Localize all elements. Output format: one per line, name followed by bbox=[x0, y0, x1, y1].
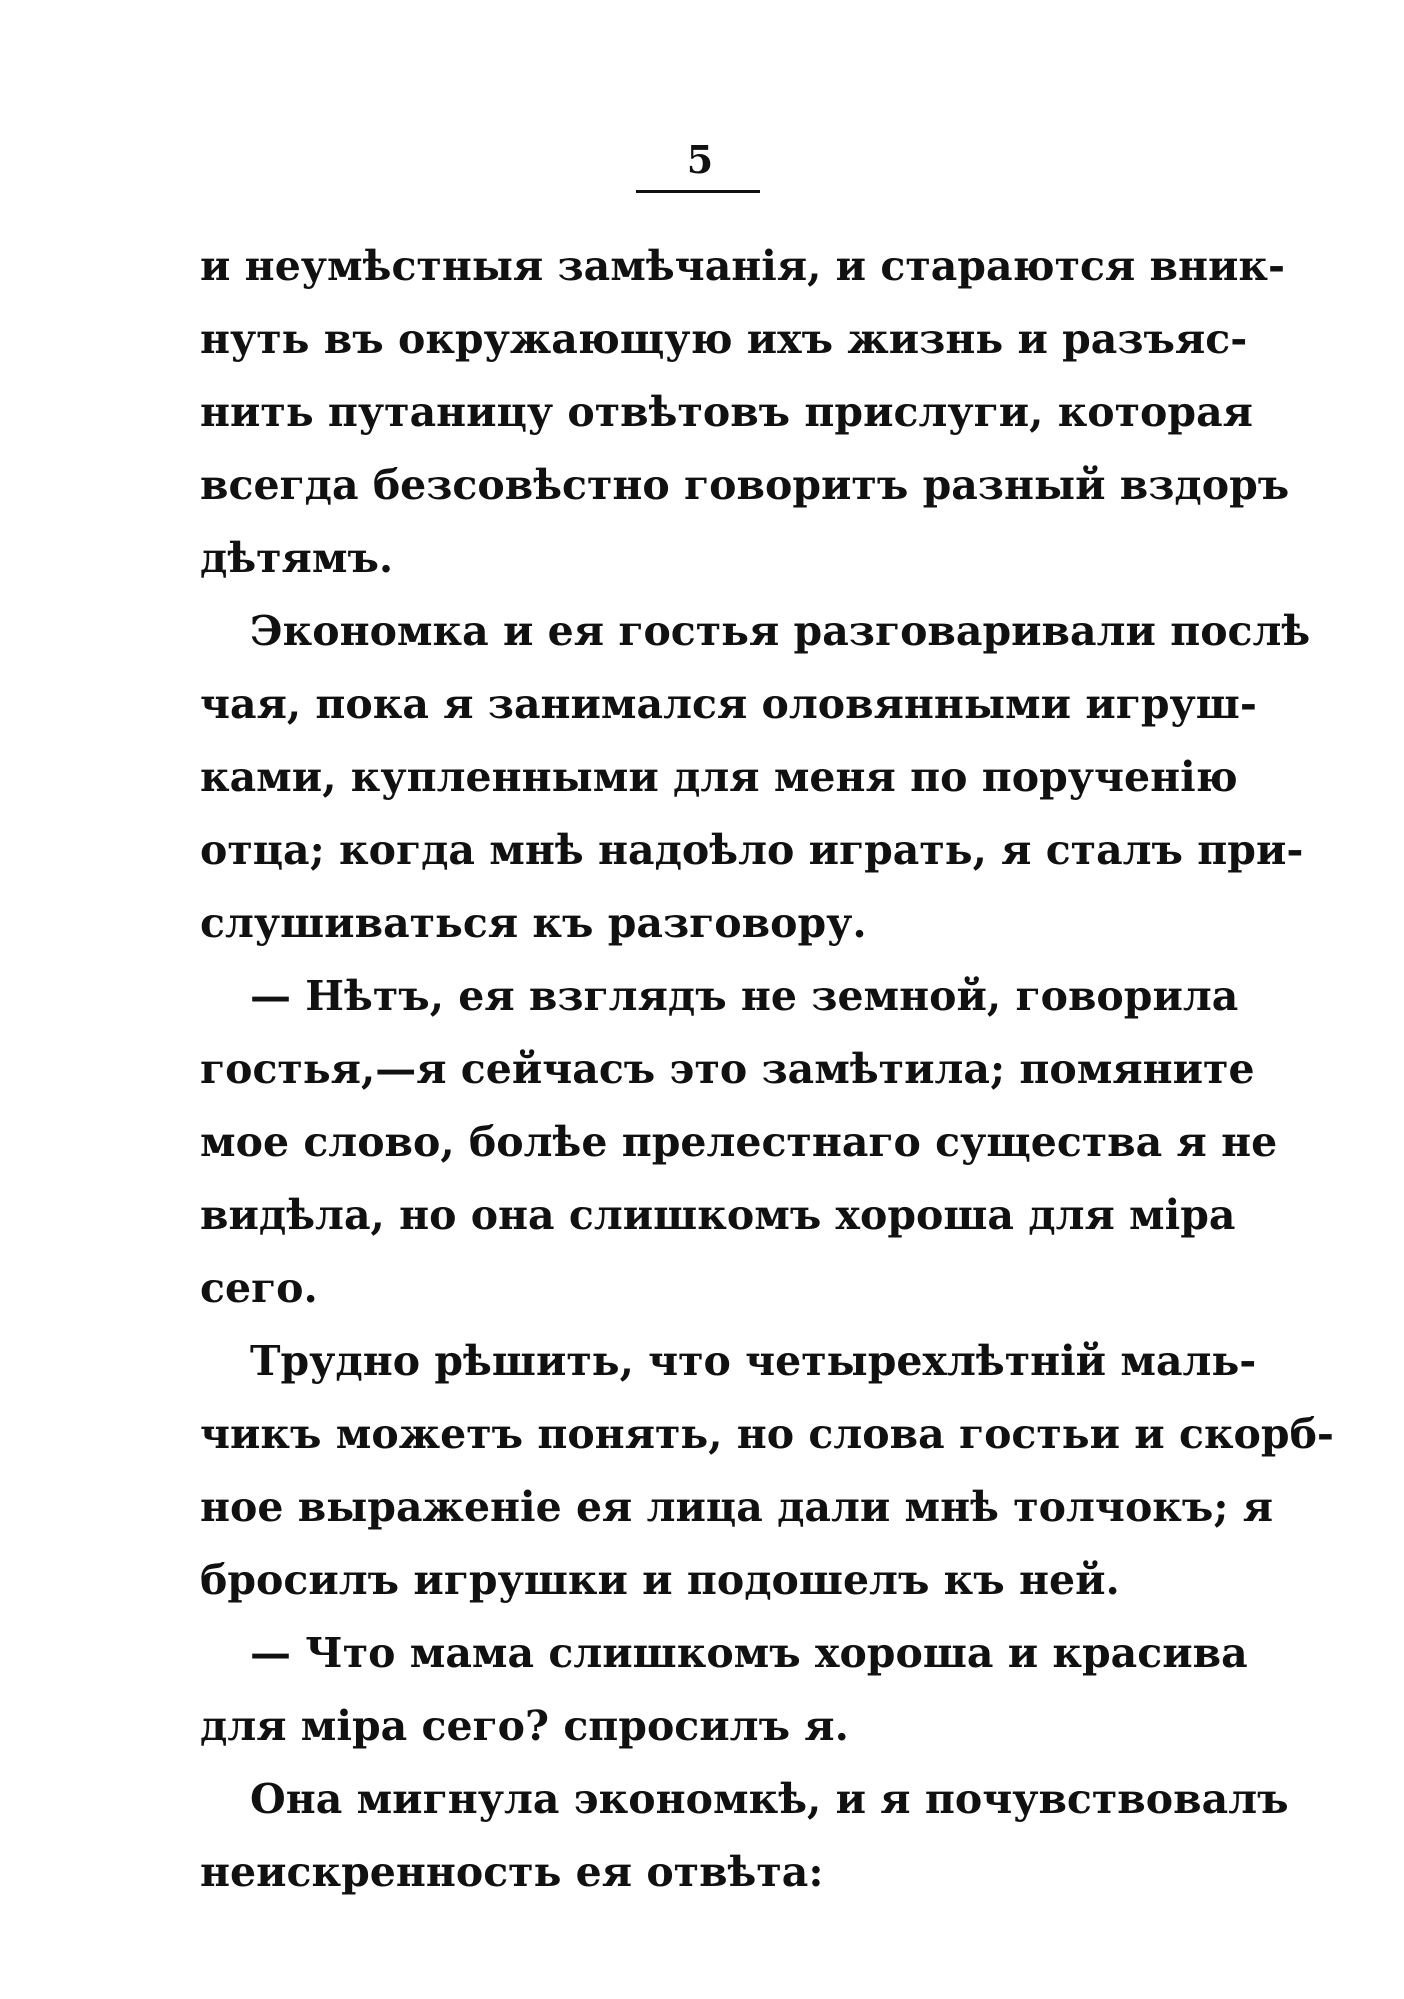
text-line: мое слово, болѣе прелестнаго существа я не bbox=[200, 1118, 1278, 1166]
body-text bbox=[200, 230, 1334, 1909]
text-line: ками, купленными для меня по порученію bbox=[200, 753, 1238, 801]
paragraph bbox=[200, 1617, 1248, 1763]
text-line: — Что мама слишкомъ хороша и красива bbox=[250, 1629, 1248, 1677]
text-line: слушиваться къ разговору. bbox=[200, 899, 867, 947]
text-line: Она мигнула экономкѣ, и я почувствовалъ bbox=[250, 1775, 1289, 1823]
text-line: Трудно рѣшить, что четырехлѣтній маль- bbox=[250, 1337, 1257, 1385]
paragraph bbox=[200, 1763, 1289, 1909]
text-line: нить путаницу отвѣтовъ прислуги, которая bbox=[200, 388, 1253, 436]
text-line: всегда безсовѣстно говоритъ разный вздоръ bbox=[200, 461, 1290, 509]
page-number-rule bbox=[636, 190, 760, 193]
text-line: чикъ можетъ понять, но слова гостьи и скорб- bbox=[200, 1410, 1334, 1458]
text-line: нуть въ окружающую ихъ жизнь и разъяс- bbox=[200, 315, 1248, 363]
text-line: дѣтямъ. bbox=[200, 534, 394, 582]
paragraph bbox=[200, 1325, 1334, 1617]
text-line: сего. bbox=[200, 1264, 318, 1312]
paragraph bbox=[200, 595, 1311, 960]
text-line: Экономка и ея гостья разговаривали послѣ bbox=[250, 607, 1311, 655]
text-line: для міра сего? спросилъ я. bbox=[200, 1702, 849, 1750]
page-number: 5 bbox=[686, 137, 714, 182]
text-line: отца; когда мнѣ надоѣло играть, я сталъ при- bbox=[200, 826, 1304, 874]
paragraph bbox=[200, 230, 1290, 595]
text-line: чая, пока я занимался оловянными игруш- bbox=[200, 680, 1257, 728]
paragraph bbox=[200, 960, 1278, 1325]
text-line: видѣла, но она слишкомъ хороша для міра bbox=[200, 1191, 1236, 1239]
text-line: и неумѣстныя замѣчанія, и стараются вник- bbox=[200, 242, 1286, 290]
text-line: гостья,—я сейчасъ это замѣтила; помяните bbox=[200, 1045, 1255, 1093]
text-line: неискренность ея отвѣта: bbox=[200, 1848, 824, 1896]
text-line: ное выраженіе ея лица дали мнѣ толчокъ; я bbox=[200, 1483, 1274, 1531]
text-line: бросилъ игрушки и подошелъ къ ней. bbox=[200, 1556, 1120, 1604]
text-line: — Нѣтъ, ея взглядъ не земной, говорила bbox=[250, 972, 1239, 1020]
